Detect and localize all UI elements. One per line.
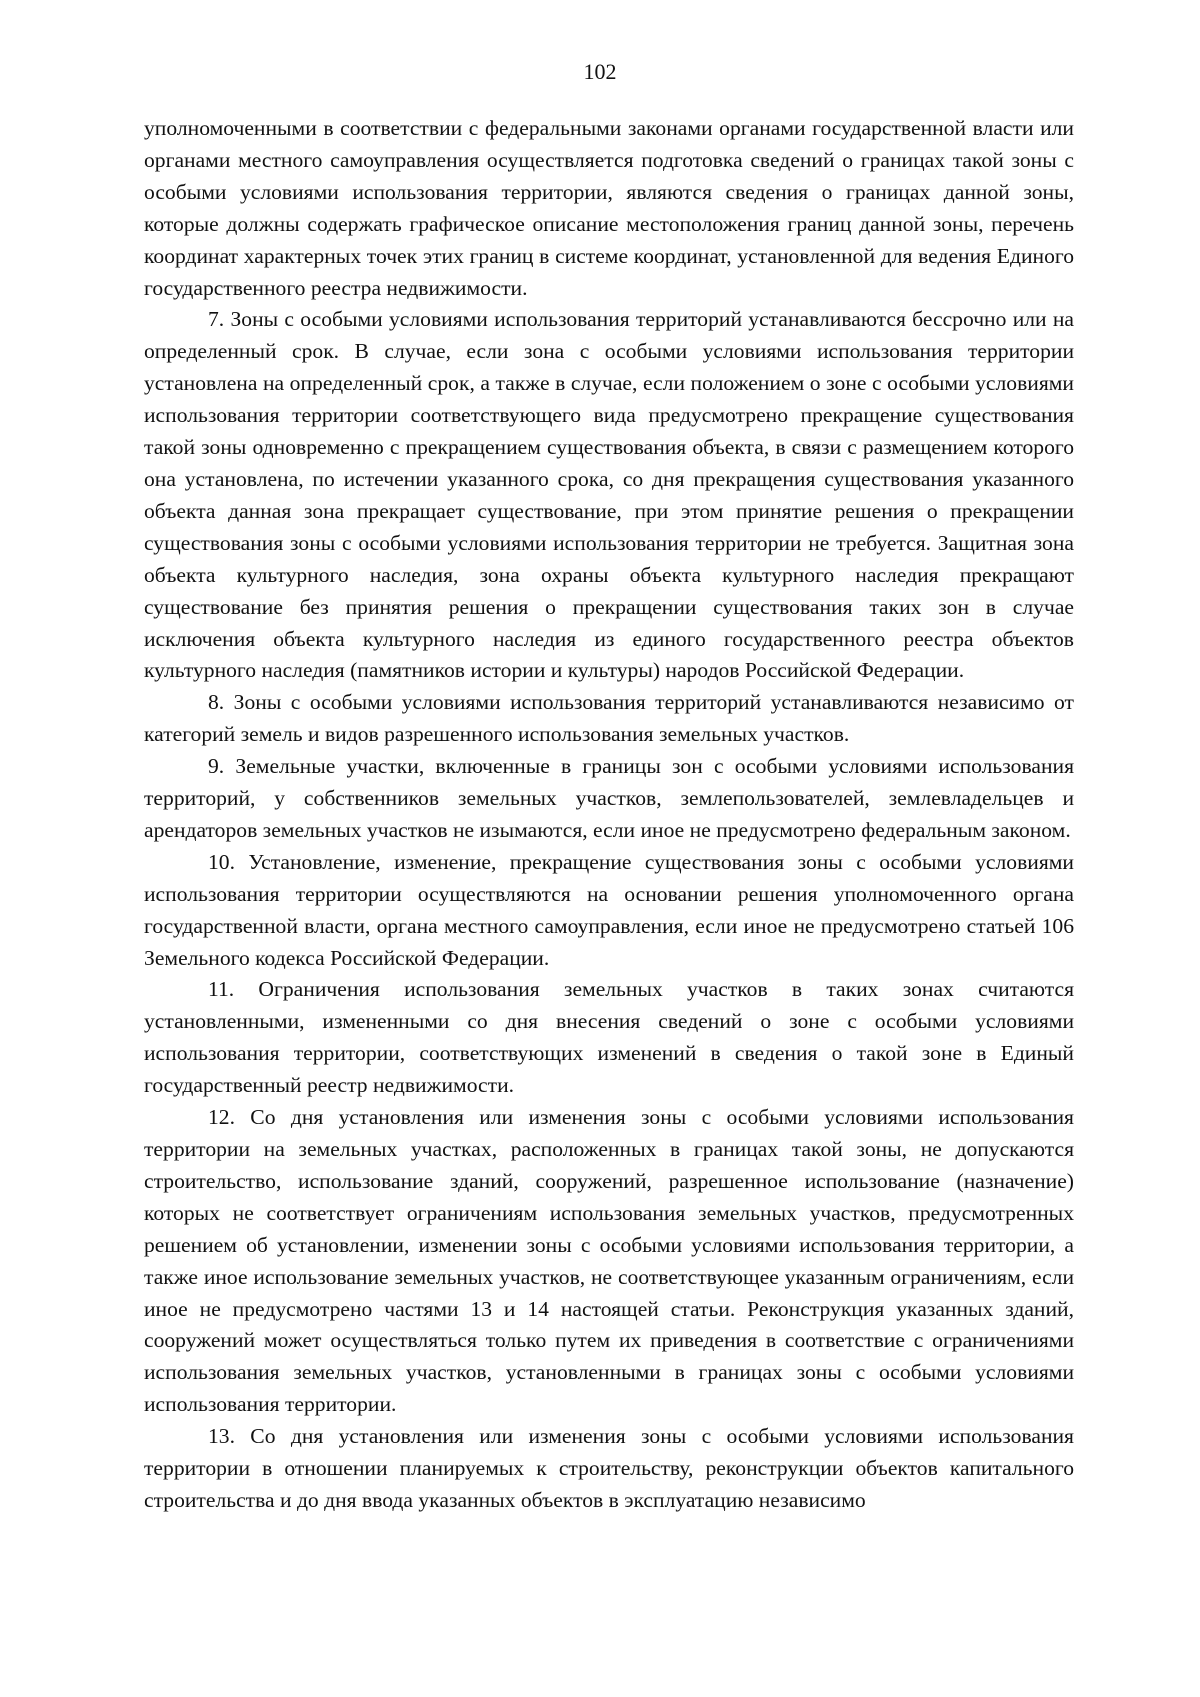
page-number: 102 [583, 59, 617, 84]
paragraph-continuation: уполномоченными в соответствии с федеральными законами органами государственной власти или органами местного самоуправления осуществляется подготовка сведений о границах такой зоны с особыми условиями использования территории, являются сведения о границах данной зоны, которые должны содержать графическое описание местоположения границ данной зоны, перечень координат характерных точек этих границ в системе координат, установленной для ведения Единого государственного реестра недвижимости. [144, 116, 1074, 300]
document-body [144, 113, 1074, 1517]
paragraph-13: 13. Со дня установления или изменения зоны с особыми условиями использования территории в отношении планируемых к строительству, реконструкции объектов капитального строительства и до дня ввода указанных объектов в эксплуатацию независимо [144, 1424, 1074, 1512]
paragraph-9: 9. Земельные участки, включенные в границы зон с особыми условиями использования территорий, у собственников земельных участков, землепользователей, землевладельцев и арендаторов земельных участков не изымаются, если иное не предусмотрено федеральным законом. [144, 754, 1074, 842]
paragraph-7: 7. Зоны с особыми условиями использования территорий устанавливаются бессрочно или на определенный срок. В случае, если зона с особыми условиями использования территории установлена на определенный срок, а также в случае, если положением о зоне с особыми условиями использования территории соответствующего вида предусмотрено прекращение существования такой зоны одновременно с прекращением существования объекта, в связи с размещением которого она установлена, по истечении указанного срока, со дня прекращения существования указанного объекта данная зона прекращает существование, при этом принятие решения о прекращении существования зоны с особыми условиями использования территории не требуется. Защитная зона объекта культурного наследия, зона охраны объекта культурного наследия прекращают существование без принятия решения о прекращении существования таких зон в случае исключения объекта культурного наследия из единого государственного реестра объектов культурного наследия (памятников истории и культуры) народов Российской Федерации. [144, 307, 1074, 683]
paragraph-8: 8. Зоны с особыми условиями использования территорий устанавливаются независимо от категорий земель и видов разрешенного использования земельных участков. [144, 690, 1074, 747]
paragraph-11: 11. Ограничения использования земельных участков в таких зонах считаются установленными, измененными со дня внесения сведений о зоне с особыми условиями использования территории, соответствующих изменений в сведения о такой зоне в Единый государственный реестр недвижимости. [144, 977, 1074, 1098]
paragraph-10: 10. Установление, изменение, прекращение существования зоны с особыми условиями использования территории осуществляются на основании решения уполномоченного органа государственной власти, органа местного самоуправления, если иное не предусмотрено статьей 106 Земельного кодекса Российской Федерации. [144, 849, 1074, 970]
paragraph-12: 12. Со дня установления или изменения зоны с особыми условиями использования территории на земельных участках, расположенных в границах такой зоны, не допускаются строительство, использование зданий, сооружений, разрешенное использование (назначение) которых не соответствует ограничениям использования земельных участков, предусмотренных решением об установлении, изменении зоны с особыми условиями использования территории, а также иное использование земельных участков, не соответствующее указанным ограничениям, если иное не предусмотрено частями 13 и 14 настоящей статьи. Реконструкция указанных зданий, сооружений может осуществляться только путем их приведения в соответствие с ограничениями использования земельных участков, установленными в границах зоны с особыми условиями использования территории. [144, 1105, 1074, 1417]
